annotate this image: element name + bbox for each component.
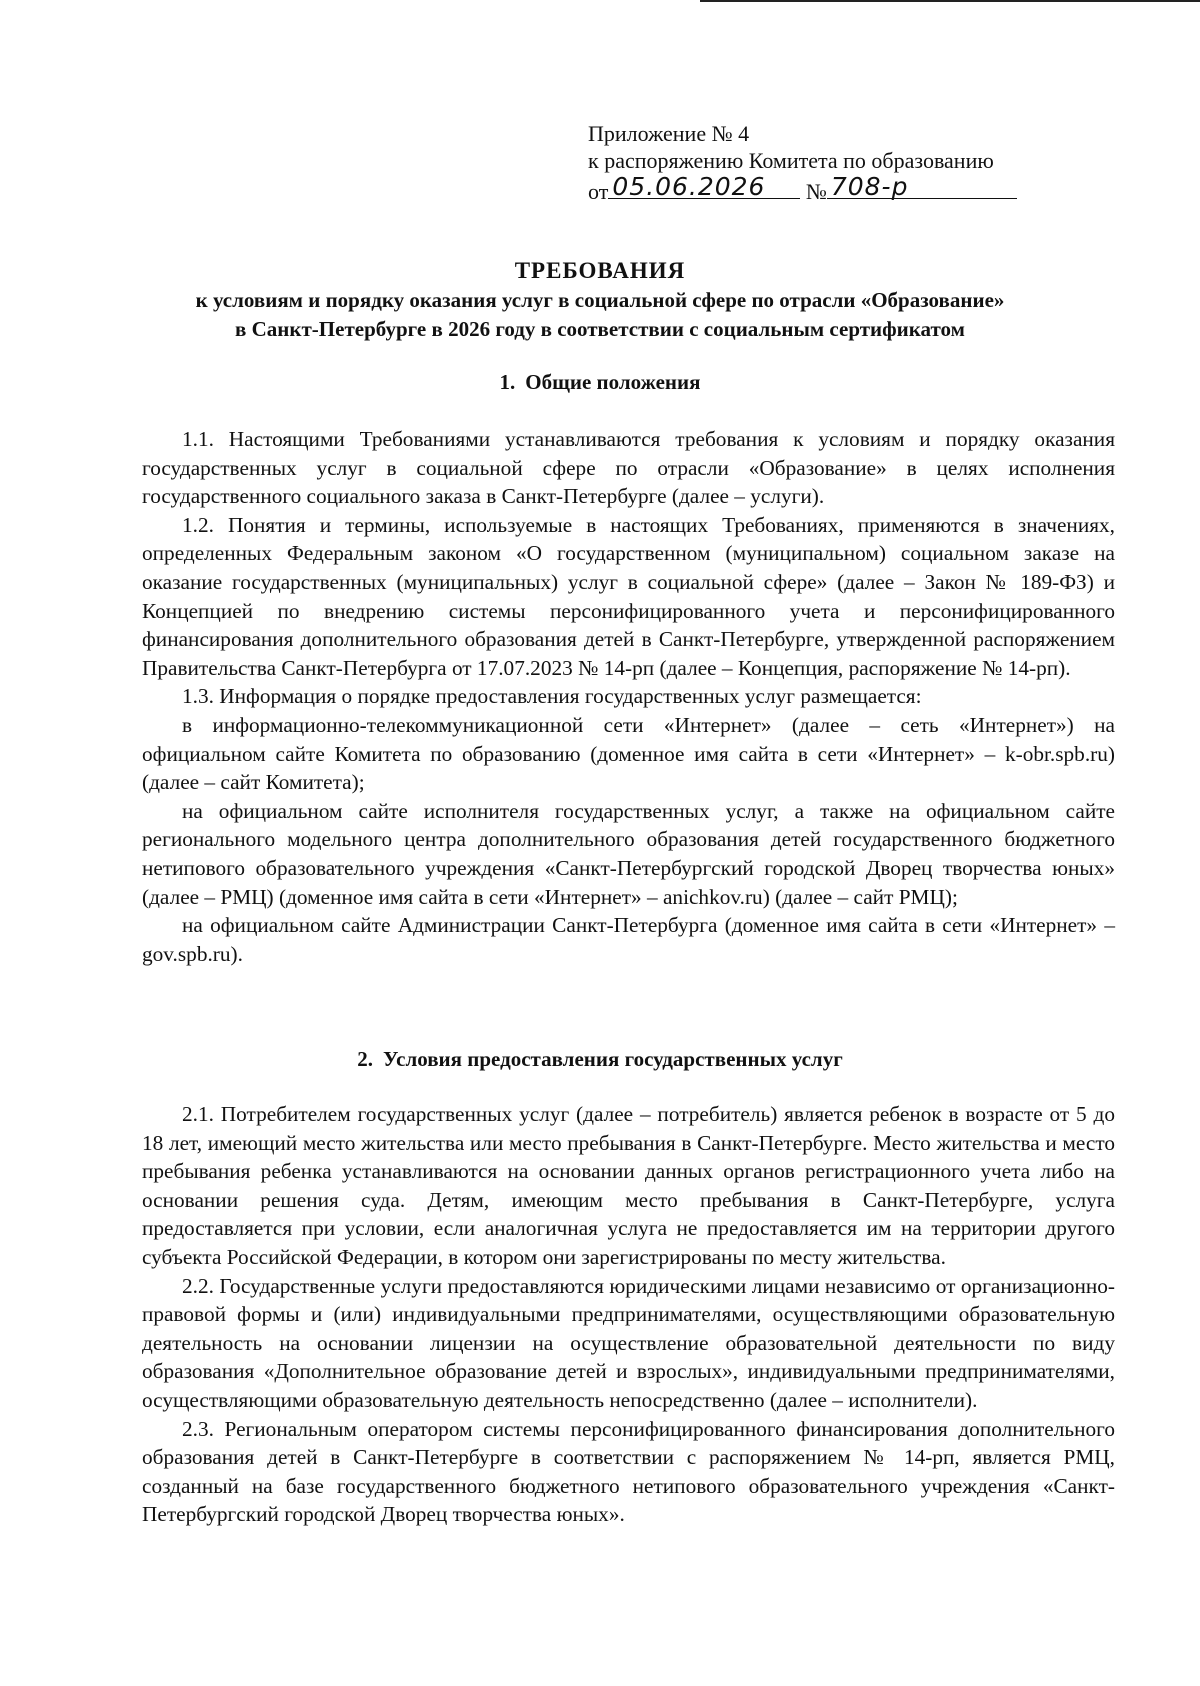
- document-title-block: [100, 256, 1100, 344]
- paragraph-1-2: 1.2. Понятия и термины, используемые в настоящих Требованиях, применяются в значениях, определенных Федеральным законом «О государственном (муниципальном) социальном заказе на оказание государственных (муниципальных) услуг в социальной сфере» (далее – Закон № 189-ФЗ) и Концепцией по внедрению системы персонифицированного учета и персонифицированного финансирования дополнительного образования детей в Санкт-Петербурге, утвержденной распоряжением Правительства Санкт-Петербурга от 17.07.2023 № 14-рп (далее – Концепция, распоряжение № 14-рп).: [142, 512, 1115, 680]
- paragraph-1-3-item-1: в информационно-телекоммуникационной сети «Интернет» (далее – сеть «Интернет») на официальном сайте Комитета по образованию (доменное имя сайта в сети «Интернет» – k-obr.spb.ru) (далее – сайт Комитета);: [142, 712, 1115, 795]
- paragraph-2-1: 2.1. Потребителем государственных услуг (далее – потребитель) является ребенок в возрасте от 5 до 18 лет, имеющий место жительства или место пребывания в Санкт-Петербурге. Место жительства и место пребывания ребенка устанавливаются на основании данных органов регистрационного учета либо на основании решения суда. Детям, имеющим место пребывания в Санкт-Петербурге, услуга предоставляется при условии, если аналогичная услуга не предоставляется им на территории другого субъекта Российской Федерации, в котором они зарегистрированы по месту жительства.: [142, 1102, 1115, 1269]
- handwritten-date: 05.06.2026: [612, 172, 766, 201]
- scan-edge-line: [700, 0, 1200, 2]
- paragraph-1-1: 1.1. Настоящими Требованиями устанавливаются требования к условиям и порядку оказания государственных услуг в социальной сфере по отрасли «Образование» в целях исполнения государственного социального заказа в Санкт-Петербурге (далее – услуги).: [142, 427, 1115, 509]
- section-2-number: 2.: [357, 1047, 373, 1071]
- section-2-title: Условия предоставления государственных услуг: [382, 1047, 843, 1071]
- paragraph-1-3-item-2: на официальном сайте исполнителя государственных услуг, а также на официальном сайте регионального модельного центра дополнительного образования детей государственного бюджетного нетипового образовательного учреждения «Санкт-Петербургский городской Дворец творчества юных» (далее – РМЦ) (доменное имя сайта в сети «Интернет» – anichkov.ru) (далее – сайт РМЦ);: [142, 798, 1115, 909]
- document-title: ТРЕБОВАНИЯ: [514, 258, 686, 283]
- annex-block: [588, 120, 1068, 206]
- handwritten-number: 708-р: [830, 172, 909, 201]
- annex-label: Приложение № 4: [588, 121, 750, 146]
- paragraph-2-2: 2.2. Государственные услуги предоставляются юридическими лицами независимо от организационно-правовой формы и (или) индивидуальными предпринимателями, осуществляющими образовательную деятельность на основании лицензии на осуществление образовательной деятельности по виду образования «Дополнительное образование детей и взрослых», индивидуальными предпринимателями, осуществляющими образовательную деятельность непосредственно (далее – исполнители).: [142, 1273, 1115, 1412]
- section-1-heading: [100, 370, 1100, 395]
- section-1-title: Общие положения: [525, 370, 701, 394]
- section-2-body: [142, 1100, 1115, 1529]
- date-field: [608, 174, 800, 199]
- section-1-body: [142, 425, 1115, 968]
- document-subtitle-line-1: к условиям и порядку оказания услуг в социальной сфере по отрасли «Образование»: [195, 288, 1005, 312]
- date-prefix: от: [588, 179, 609, 204]
- annex-reference: к распоряжению Комитета по образованию: [588, 148, 994, 173]
- annex-date-number-line: [588, 174, 1068, 206]
- number-field: [827, 174, 1017, 199]
- number-prefix: №: [805, 179, 827, 204]
- document-subtitle-line-2: в Санкт-Петербурге в 2026 году в соответствии с социальным сертификатом: [235, 317, 965, 341]
- paragraph-1-3: 1.3. Информация о порядке предоставления государственных услуг размещается:: [182, 684, 922, 709]
- section-1-number: 1.: [499, 370, 516, 394]
- paragraph-2-3: 2.3. Региональным оператором системы персонифицированного финансирования дополнительного образования детей в Санкт-Петербурге в соответствии с распоряжением № 14-рп, является РМЦ, созданный на базе государственного бюджетного нетипового образовательного учреждения «Санкт-Петербургский городской Дворец творчества юных».: [142, 1416, 1115, 1527]
- section-2-heading: [100, 1047, 1100, 1072]
- paragraph-1-3-item-3: на официальном сайте Администрации Санкт-Петербурга (доменное имя сайта в сети «Интернет» – gov.spb.ru).: [142, 913, 1115, 966]
